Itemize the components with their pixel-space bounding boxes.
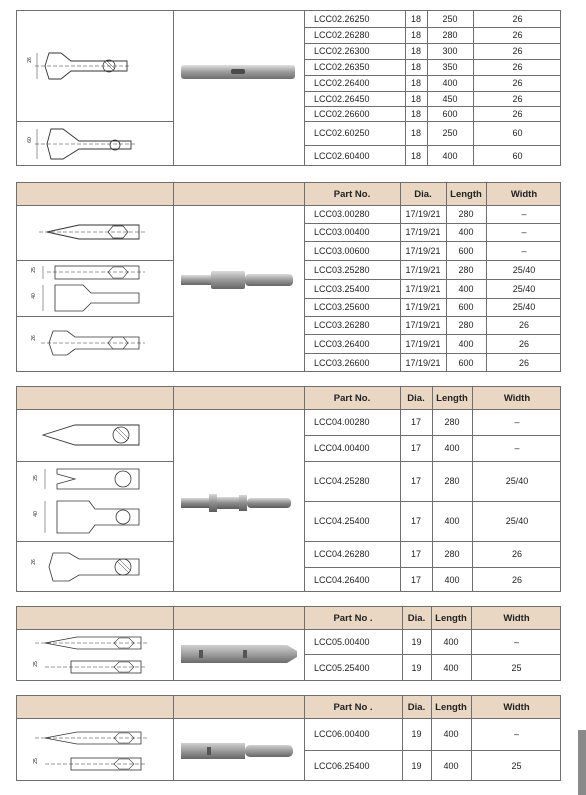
length: 250 [442,14,458,24]
col-length: Length [436,392,468,404]
col-dia: Dia. [407,392,425,404]
part-number: LCC03.00400 [314,227,370,237]
diameter: 19 [411,760,422,771]
dim-label: 25 [32,661,39,667]
diameter: 18 [410,78,421,88]
dim-label: 26 [26,57,33,63]
width: 26 [512,46,523,56]
product-table-lcc05 [16,606,561,681]
page-edge-tab [578,730,586,795]
part-number: LCC06.00400 [314,729,370,739]
col-dia: Dia. [407,612,426,624]
diameter: 17 [410,443,421,453]
width: 25 [511,760,522,771]
diameter: 17/19/21 [405,209,441,219]
width: 25 [511,662,522,673]
square-shank-photo [181,643,301,665]
diameter: 17 [410,516,421,526]
diameter: 17 [410,549,421,559]
length: 600 [458,245,474,256]
dim-label: 60 [26,137,33,143]
diameter: 17/19/21 [405,357,441,368]
col-part-no: Part No. [333,188,371,200]
width: 60 [512,128,523,138]
dim-label: 26 [30,559,37,565]
length: 280 [442,30,458,40]
col-width: Width [503,612,530,624]
part-number: LCC02.26280 [314,30,370,40]
diameter: 17/19/21 [405,283,441,294]
length: 280 [458,264,474,275]
part-number: LCC02.26450 [314,93,370,104]
diameter: 18 [410,62,421,72]
diameter: 18 [410,14,421,24]
point-chisel-drawing [39,421,163,449]
diameter: 19 [411,729,422,739]
diameter: 17/19/21 [405,227,441,237]
collar-shank-photo [181,491,297,515]
width: 26 [518,338,529,349]
dim-label: 26 [30,335,37,341]
width: 26 [512,108,523,119]
point-and-flat-chisel-drawing [32,726,163,776]
length: 600 [458,357,474,368]
part-number: LCC06.25400 [314,760,370,771]
length: 400 [443,662,459,673]
width: – [513,636,519,647]
width: 25/40 [512,264,536,275]
col-dia: Dia. [414,188,432,200]
hex-shank-photo [181,269,297,291]
point-and-flat-chisel-drawing [32,633,163,679]
part-number: LCC05.00400 [314,636,370,647]
col-length: Length [435,612,467,624]
flat-chisel-25-40-drawing [39,263,163,313]
col-part-no: Part No . [333,612,373,624]
part-number: LCC02.26350 [314,62,370,72]
length: 280 [444,549,460,559]
diameter: 17 [410,476,421,486]
product-table-lcc04 [16,386,561,592]
dim-label: 40 [32,511,39,517]
part-number: LCC05.25400 [314,662,370,673]
length: 400 [444,574,460,585]
part-number: LCC02.26600 [314,108,370,119]
part-number: LCC02.26250 [314,14,370,24]
diameter: 18 [410,151,421,161]
product-table-lcc06 [16,695,561,781]
dim-label: 25 [32,758,39,764]
length: 600 [442,108,458,119]
length: 300 [442,46,458,56]
length: 400 [442,151,458,161]
diameter: 18 [410,30,421,40]
flat-chisel-25-40-drawing [39,467,163,537]
width: 26 [511,574,522,585]
shank-photo [181,63,297,81]
flat-chisel-26-drawing [39,551,163,583]
diameter: 18 [410,93,421,104]
part-number: LCC03.25280 [314,264,370,275]
width: – [514,443,520,453]
width: – [521,209,527,219]
width: 26 [518,320,529,330]
length: 400 [444,516,460,526]
dim-label: 25 [30,267,37,273]
length: 280 [458,209,474,219]
width: – [514,417,520,427]
part-number: LCC03.25600 [314,302,370,312]
width: 25/40 [512,283,536,294]
part-number: LCC02.60400 [314,151,370,161]
product-table-lcc02 [16,10,561,166]
width: 60 [512,151,523,161]
diameter: 17/19/21 [405,320,441,330]
flat-chisel-26-drawing [31,49,161,83]
wide-chisel-60-drawing [31,127,161,161]
length: 400 [443,760,459,771]
diameter: 17/19/21 [405,245,441,256]
diameter: 19 [411,636,422,647]
col-dia: Dia. [407,701,426,713]
width: 25/40 [512,302,536,312]
col-width: Width [510,188,538,200]
part-number: LCC02.60250 [314,128,370,138]
length: 280 [444,476,460,486]
col-length: Length [450,188,482,200]
part-number: LCC02.26400 [314,78,370,88]
length: 400 [458,227,474,237]
length: 450 [442,93,458,104]
part-number: LCC03.26400 [314,338,370,349]
diameter: 17/19/21 [405,338,441,349]
diameter: 17 [410,574,421,585]
width: – [521,227,527,237]
dim-label: 40 [30,293,37,299]
length: 400 [443,729,459,739]
diameter: 18 [410,46,421,56]
col-width: Width [503,392,531,404]
part-number: LCC04.26280 [314,549,370,559]
width: 26 [512,62,523,72]
length: 400 [443,636,459,647]
diameter: 19 [411,662,422,673]
length: 600 [458,302,474,312]
flat-chisel-26-drawing [39,329,163,357]
col-length: Length [435,701,467,713]
part-number: LCC04.26400 [314,574,370,585]
part-number: LCC04.00280 [314,417,370,427]
diameter: 18 [410,128,421,138]
point-chisel-drawing [39,221,163,243]
length: 280 [458,320,474,330]
length: 350 [442,62,458,72]
col-width: Width [503,701,530,713]
length: 280 [444,417,460,427]
diameter: 18 [410,108,421,119]
width: 25/40 [505,516,529,526]
diameter: 17/19/21 [405,302,441,312]
width: 26 [512,14,523,24]
length: 400 [458,283,474,294]
part-number: LCC03.00280 [314,209,370,219]
width: 26 [512,93,523,104]
part-number: LCC04.25400 [314,516,370,526]
part-number: LCC03.26280 [314,320,370,330]
col-part-no: Part No. [333,392,371,404]
length: 400 [458,338,474,349]
width: 26 [511,549,522,559]
part-number: LCC04.00400 [314,443,370,453]
part-number: LCC03.25400 [314,283,370,294]
part-number: LCC04.25280 [314,476,370,486]
part-number: LCC03.26600 [314,357,370,368]
round-shank-photo [181,740,301,762]
length: 400 [444,443,460,453]
width: 26 [518,357,529,368]
length: 250 [442,128,458,138]
width: – [513,729,519,739]
dim-label: 25 [32,475,39,481]
diameter: 17 [410,417,421,427]
width: 26 [512,30,523,40]
part-number: LCC02.26300 [314,46,370,56]
col-part-no: Part No . [333,701,373,713]
width: 25/40 [505,476,529,486]
width: 26 [512,78,523,88]
product-table-lcc03 [16,182,561,372]
part-number: LCC03.00600 [314,245,370,256]
width: – [521,245,527,256]
diameter: 17/19/21 [405,264,441,275]
length: 400 [442,78,458,88]
